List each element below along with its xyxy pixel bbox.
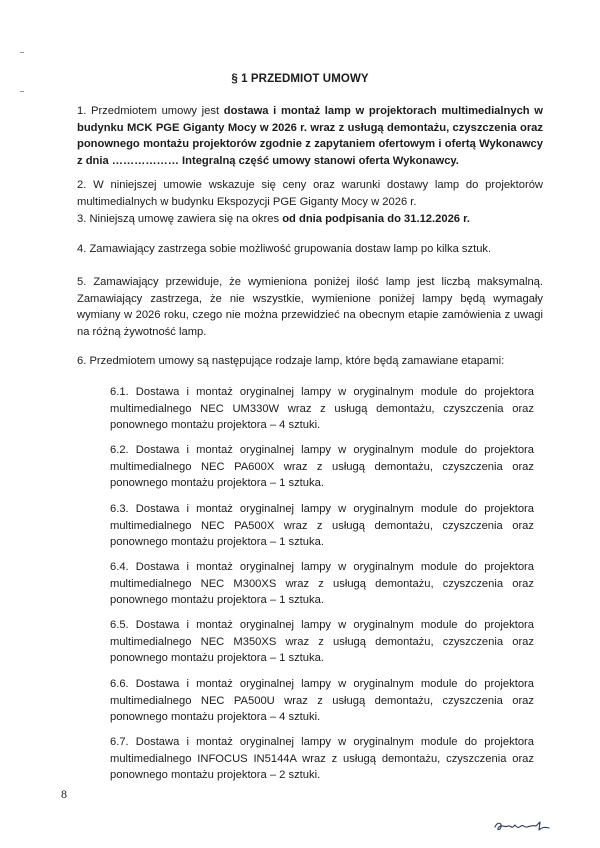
lamp-item-6-7: 6.7. Dostawa i montaż oryginalnej lampy w oryginalnym module do projektora multimedialnego INFOCUS IN5144A wraz z usługą demontażu, czyszczenia oraz ponownego montażu projektora – 2 sztuki. xyxy=(110,736,534,781)
lamp-item-6-5: 6.5. Dostawa i montaż oryginalnej lampy w oryginalnym module do projektora multimedialnego NEC M350XS wraz z usługą demontażu, czyszczenia oraz ponownego montażu projektora – 1 sztuka. xyxy=(110,619,534,664)
paragraph-3-period: od dnia podpisania do 31.12.2026 r. xyxy=(282,213,470,225)
handwritten-signature-icon xyxy=(493,816,551,836)
paragraph-1-subject: dostawa i montaż lamp w projektorach multimedialnych w budynku MCK PGE Giganty Mocy w 2026 r. wraz z usługą demontażu, czyszczenia oraz ponownego montażu projektorów zgodnie z zapytaniem ofertowym i ofertą Wykonawcy z dnia ……………… Integralną część umowy stanowi oferta Wykonawcy. xyxy=(77,105,543,167)
lamp-item-6-6: 6.6. Dostawa i montaż oryginalnej lampy w oryginalnym module do projektora multimedialnego NEC PA500U wraz z usługą demontażu, czyszczenia oraz ponownego montażu projektora – 4 sztuki. xyxy=(110,678,534,723)
section-heading: § 1 PRZEDMIOT UMOWY xyxy=(231,73,369,85)
lamp-item-6-2: 6.2. Dostawa i montaż oryginalnej lampy w oryginalnym module do projektora multimedialnego NEC PA600X wraz z usługą demontażu, czyszczenia oraz ponownego montażu projektora – 1 sztuka. xyxy=(110,444,534,489)
paragraph-3 xyxy=(77,211,543,228)
paragraph-3-intro: 3. Niniejszą umowę zawiera się na okres xyxy=(77,213,283,225)
scan-margin-mark xyxy=(20,91,24,92)
paragraph-1-intro: 1. Przedmiotem umowy jest xyxy=(77,105,224,117)
paragraph-2: 2. W niniejszej umowie wskazuje się ceny oraz warunki dostawy lamp do projektorów multimedialnych w budynku Ekspozycji PGE Giganty Mocy w 2026 r. xyxy=(77,179,543,208)
lamp-item-6-1: 6.1. Dostawa i montaż oryginalnej lampy w oryginalnym module do projektora multimedialnego NEC UM330W wraz z usługą demontażu, czyszczenia oraz ponownego montażu projektora – 4 sztuki. xyxy=(110,386,534,431)
paragraph-4: 4. Zamawiający zastrzega sobie możliwość grupowania dostaw lamp po kilka sztuk. xyxy=(77,243,492,255)
page-number: 8 xyxy=(61,787,67,801)
scan-margin-mark xyxy=(20,52,24,53)
paragraph-5: 5. Zamawiający przewiduje, że wymieniona poniżej ilość lamp jest liczbą maksymalną. Zamawiający zastrzega, że nie wszystkie, wymienione poniżej lampy będą wymagały wymiany w 2026 roku, czego nie można przewidzieć na obecnym etapie zamówienia z uwagi na różną żywotność lamp. xyxy=(77,276,543,338)
paragraph-1 xyxy=(77,103,543,169)
lamp-item-6-4: 6.4. Dostawa i montaż oryginalnej lampy w oryginalnym module do projektora multimedialnego NEC M300XS wraz z usługą demontażu, czyszczenia oraz ponownego montażu projektora – 1 sztuka. xyxy=(110,561,534,606)
paragraph-6: 6. Przedmiotem umowy są następujące rodzaje lamp, które będą zamawiane etapami: xyxy=(77,355,505,367)
lamp-item-6-3: 6.3. Dostawa i montaż oryginalnej lampy w oryginalnym module do projektora multimedialnego NEC PA500X wraz z usługą demontażu, czyszczenia oraz ponownego montażu projektora – 1 sztuka. xyxy=(110,503,534,548)
